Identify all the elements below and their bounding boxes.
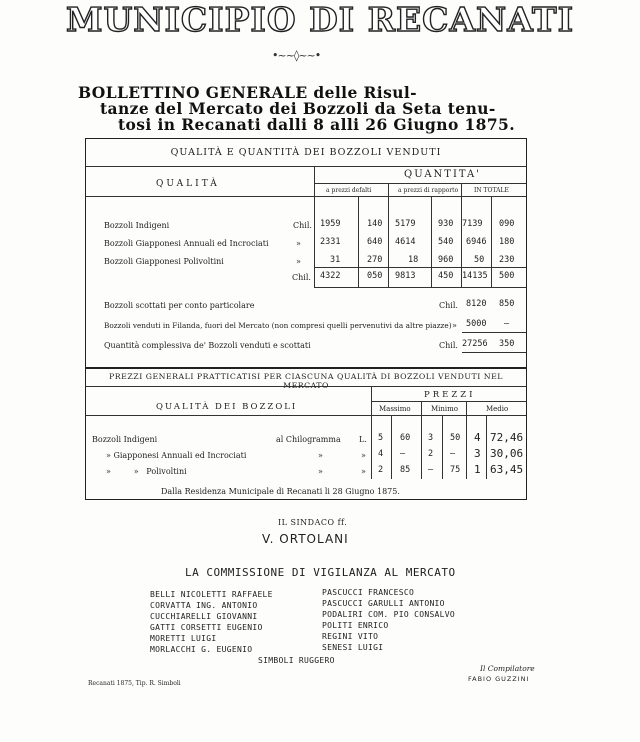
price-table [85, 368, 527, 500]
price-row-1-med1: 4 [474, 431, 481, 444]
sum-a2: 050 [367, 271, 383, 281]
member-left-3: CUCCHIARELLI GIOVANNI [150, 612, 258, 621]
col-prezzi: PREZZI [424, 390, 476, 400]
extra-3-t2: 350 [499, 339, 515, 349]
extra-3-unit: Chil. [439, 341, 458, 350]
compilatore-name: FABIO GUZZINI [468, 675, 530, 683]
municipality-title: MUNICIPIO DI RECANATI [65, 0, 575, 39]
price-row-1-med2: 72,46 [490, 431, 524, 444]
row-2-a1: 2331 [320, 237, 341, 247]
row-1-t1: 7139 [462, 219, 483, 229]
col-qualita: QUALITÀ [156, 179, 220, 189]
price-row-2-name: » Giapponesi Annuali ed Incrociati [106, 451, 247, 460]
extra-2-unit: » [452, 321, 457, 330]
extra-3-t1: 27256 [462, 339, 488, 349]
sindaco-title: IL SINDACO ff. [278, 518, 348, 527]
price-row-2-max2: — [400, 449, 406, 459]
price-row-2-med2: 30,06 [490, 447, 524, 460]
row-2-unit: » [296, 239, 301, 248]
quantity-table [85, 138, 527, 368]
row-3-unit: » [296, 257, 301, 266]
price-row-3-max1: 2 [378, 465, 384, 475]
price-row-2-med1: 3 [474, 447, 481, 460]
price-row-2-max1: 4 [378, 449, 384, 459]
sum-unit: Chil. [292, 273, 311, 282]
extra-1-t2: 850 [499, 299, 515, 309]
row-1-t2: 090 [499, 219, 515, 229]
member-right-5: REGINI VITO [322, 632, 379, 641]
row-3-a2: 270 [367, 255, 383, 265]
member-right-1: PASCUCCI FRANCESCO [322, 588, 415, 597]
sum-t1: 14135 [462, 271, 488, 281]
row-2-a2: 640 [367, 237, 383, 247]
row-2-t2: 180 [499, 237, 515, 247]
row-3-b2: 960 [438, 255, 454, 265]
col-qualita-bozzoli: QUALITÀ DEI BOZZOLI [156, 402, 298, 412]
extra-2-t1: 5000 [466, 319, 487, 329]
row-2-b2: 540 [438, 237, 454, 247]
price-row-1-mid: al Chilogramma [276, 435, 341, 444]
member-right-6: SENESI LUIGI [322, 643, 384, 652]
bulletin-line-1: BOLLETTINO GENERALE delle Risul- [78, 83, 418, 102]
member-left-4: GATTI CORSETTI EUGENIO [150, 623, 263, 632]
sum-t2: 500 [499, 271, 515, 281]
price-table-heading: PREZZI GENERALI PRATTICATISI PER CIASCUNA QUALITÀ DI BOZZOLI VENDUTI NEL [109, 372, 503, 381]
price-row-3-min1: — [428, 465, 434, 475]
sub-minimo: Minimo [431, 405, 459, 413]
member-right-4: POLITI ENRICO [322, 621, 389, 630]
member-last: SIMBOLI RUGGERO [258, 656, 335, 665]
member-left-5: MORETTI LUIGI [150, 634, 217, 643]
price-row-2-min2: — [450, 449, 456, 459]
price-row-1-min1: 3 [428, 433, 434, 443]
members-right [322, 588, 455, 654]
price-row-2-min1: 2 [428, 449, 434, 459]
extra-1-label: Bozzoli scottati per conto particolare [104, 301, 255, 310]
row-1-unit: Chil. [293, 221, 312, 230]
price-row-1-name: Bozzoli Indigeni [92, 435, 158, 444]
extra-2-label: Bozzoli venduti in Filanda, fuori del Mercato (non compresi quelli pervenutivi da altre piazze) [104, 321, 452, 330]
member-left-1: BELLI NICOLETTI RAFFAELE [150, 590, 273, 599]
price-row-3-mid: » [318, 467, 323, 476]
price-row-2-unit: » [361, 451, 366, 460]
row-2-t1: 6946 [466, 237, 487, 247]
extra-1-unit: Chil. [439, 301, 458, 310]
row-2-b1: 4614 [395, 237, 416, 247]
compilatore-title: Il Compilatore [480, 664, 535, 673]
row-2-name: Bozzoli Giapponesi Annuali ed Incrociati [104, 239, 269, 248]
price-row-1-unit: L. [359, 435, 367, 444]
row-3-t2: 230 [499, 255, 515, 265]
sub-totale: IN TOTALE [474, 187, 509, 194]
sub-medio: Medio [486, 405, 509, 413]
printer-imprint: Recanati 1875, Tip. R. Simboli [88, 680, 181, 687]
price-row-1-min2: 50 [450, 433, 461, 443]
dated-line: Dalla Residenza Municipale di Recanati li 28 Giugno 1875. [161, 487, 400, 496]
row-3-b1: 18 [408, 255, 419, 265]
price-row-1-max2: 60 [400, 433, 411, 443]
sub-defalco: a prezzi defalti [326, 187, 372, 194]
row-1-a2: 140 [367, 219, 383, 229]
row-1-a1: 1959 [320, 219, 341, 229]
member-left-6: MORLACCHI G. EUGENIO [150, 645, 253, 654]
member-right-3: PODALIRI COM. PIO CONSALVO [322, 610, 456, 619]
row-3-t1: 50 [474, 255, 485, 265]
price-row-2-mid: » [318, 451, 323, 460]
bulletin-line-3: tosi in Recanati dalli 8 alli 26 Giugno 1875. [118, 115, 516, 134]
price-row-3-med1: 1 [474, 463, 481, 476]
members-left [150, 590, 273, 656]
row-1-b2: 930 [438, 219, 454, 229]
member-right-2: PASCUCCI GARULLI ANTONIO [322, 599, 445, 608]
extra-3-label: Quantità complessiva de' Bozzoli venduti e scottati [104, 341, 311, 350]
quantity-table-heading: QUALITÀ E QUANTITÀ DEI BOZZOLI VENDUTI [170, 147, 442, 158]
member-left-2: CORVATTA ING. ANTONIO [150, 601, 258, 610]
price-row-3-max2: 85 [400, 465, 411, 475]
price-row-1-max1: 5 [378, 433, 384, 443]
row-3-a1: 31 [330, 255, 341, 265]
sum-a1: 4322 [320, 271, 341, 281]
commission-heading: LA COMMISSIONE DI VIGILANZA AL MERCATO [185, 566, 456, 579]
extra-2-t2: — [504, 319, 510, 329]
sindaco-name: V. ORTOLANI [262, 532, 349, 546]
sum-b1: 9813 [395, 271, 416, 281]
ornament-divider: •~~◊~~• [272, 49, 321, 62]
price-row-3-unit: » [361, 467, 366, 476]
price-row-3-min2: 75 [450, 465, 461, 475]
row-1-name: Bozzoli Indigeni [104, 221, 170, 230]
sum-b2: 450 [438, 271, 454, 281]
price-row-3-name: » » Polivoltini [106, 467, 187, 476]
sub-massimo: Massimo [379, 405, 411, 413]
col-quantita: QUANTITA' [404, 169, 482, 180]
row-3-name: Bozzoli Giapponesi Polivoltini [104, 257, 224, 266]
bulletin-heading [78, 85, 548, 133]
bulletin-line-2: tanze del Mercato dei Bozzoli da Seta tenu- [100, 99, 496, 118]
extra-1-t1: 8120 [466, 299, 487, 309]
price-row-3-med2: 63,45 [490, 463, 524, 476]
sub-rapporto: a prezzi di rapporto [398, 187, 459, 194]
row-1-b1: 5179 [395, 219, 416, 229]
